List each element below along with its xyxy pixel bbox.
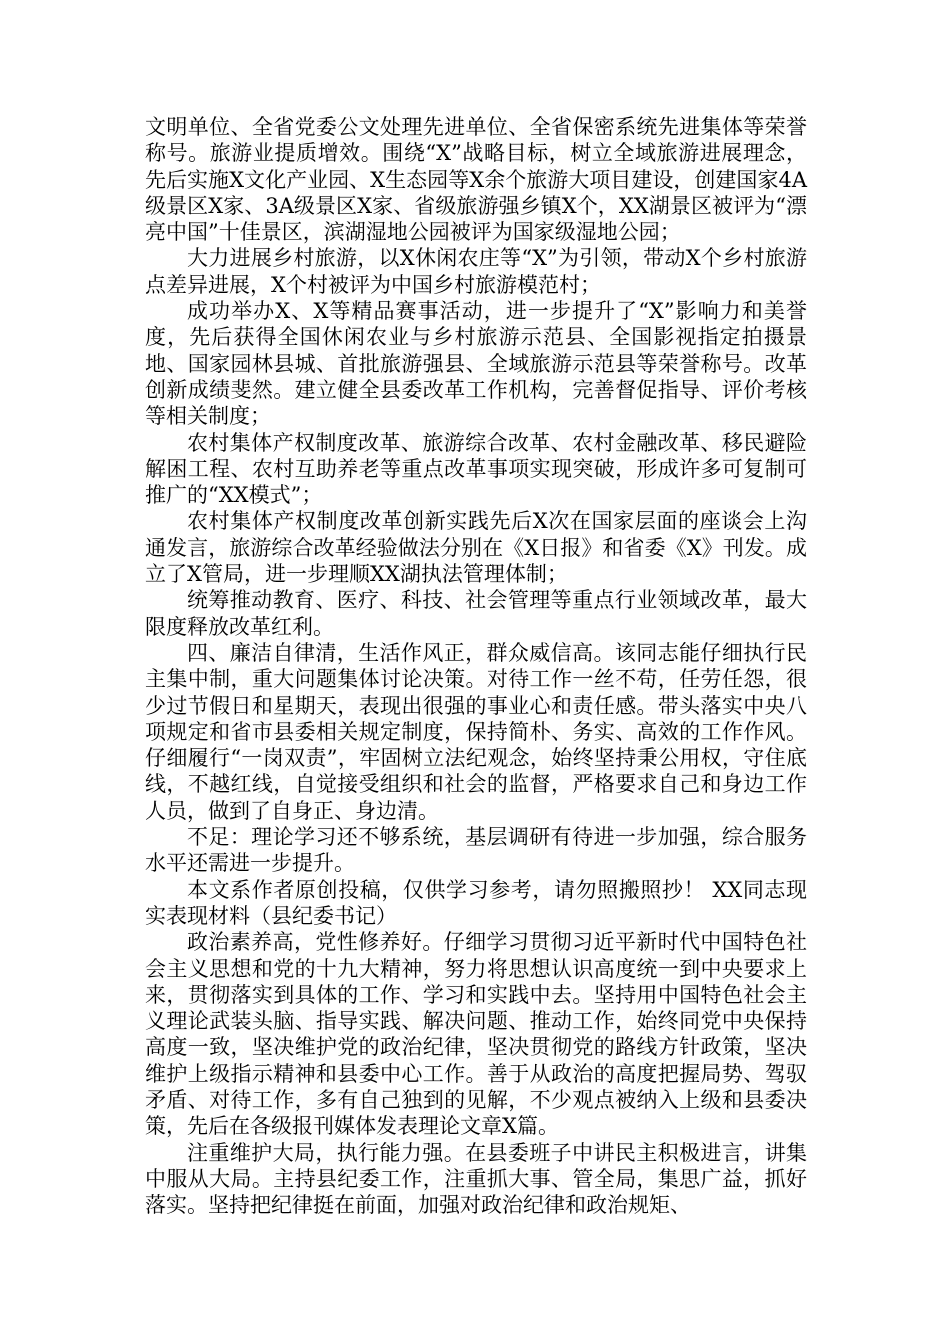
paragraph-11: 注重维护大局，执行能力强。在县委班子中讲民主积极进言，讲集中服从大局。主持县纪委工作，注重抓大事、管全局，集思广益，抓好落实。坚持把纪律挺在前面，加强对政治纪律和政治规矩、 <box>145 1140 807 1218</box>
paragraph-9: 本文系作者原创投稿，仅供学习参考，请勿照搬照抄！ XX同志现实表现材料（县纪委书记） <box>145 877 807 928</box>
paragraph-5: 农村集体产权制度改革创新实践先后X次在国家层面的座谈会上沟通发言，旅游综合改革经验做法分别在《X日报》和省委《X》刊发。成立了X管局，进一步理顺XX湖执法管理体制； <box>145 509 807 587</box>
paragraph-8: 不足：理论学习还不够系统，基层调研有待进一步加强，综合服务水平还需进一步提升。 <box>145 825 807 876</box>
paragraph-4: 农村集体产权制度改革、旅游综合改革、农村金融改革、移民避险解困工程、农村互助养老等重点改革事项实现突破，形成许多可复制可推广的“XX模式”； <box>145 430 807 508</box>
paragraph-1: 文明单位、全省党委公文处理先进单位、全省保密系统先进集体等荣誉称号。旅游业提质增效。围绕“X”战略目标，树立全域旅游进展理念，先后实施X文化产业园、X生态园等X余个旅游大项目建设，创建国家4A级景区X家、3A级景区X家、省级旅游强乡镇X个，XX湖景区被评为“漂亮中国”十佳景区，滨湖湿地公园被评为国家级湿地公园； <box>145 115 807 245</box>
paragraph-6: 统筹推动教育、医疗、科技、社会管理等重点行业领域改革，最大限度释放改革红利。 <box>145 588 807 639</box>
paragraph-10: 政治素养高，党性修养好。仔细学习贯彻习近平新时代中国特色社会主义思想和党的十九大精神，努力将思想认识高度统一到中央要求上来，贯彻落实到具体的工作、学习和实践中去。坚持用中国特色社会主义理论武装头脑、指导实践、解决问题、推动工作，始终同党中央保持高度一致，坚决维护党的政治纪律，坚决贯彻党的路线方针政策，坚决维护上级指示精神和县委中心工作。善于从政治的高度把握局势、驾驭矛盾、对待工作，多有自己独到的见解，不少观点被纳入上级和县委决策，先后在各级报刊媒体发表理论文章X篇。 <box>145 930 807 1139</box>
paragraph-3: 成功举办X、X等精品赛事活动，进一步提升了“X”影响力和美誉度，先后获得全国休闲农业与乡村旅游示范县、全国影视指定拍摄景地、国家园林县城、首批旅游强县、全域旅游示范县等荣誉称号。改革创新成绩斐然。建立健全县委改革工作机构，完善督促指导、评价考核等相关制度； <box>145 299 807 429</box>
paragraph-7: 四、廉洁自律清，生活作风正，群众威信高。该同志能仔细执行民主集中制，重大问题集体讨论决策。对待工作一丝不苟，任劳任怨，很少过节假日和星期天，表现出很强的事业心和责任感。带头落实中央八项规定和省市县委相关规定制度，保持简朴、务实、高效的工作作风。仔细履行“一岗双责”，牢固树立法纪观念，始终坚持秉公用权，守住底线，不越红线，自觉接受组织和社会的监督，严格要求自己和身边工作人员，做到了自身正、身边清。 <box>145 640 807 823</box>
document-body <box>145 114 807 1218</box>
paragraph-2: 大力进展乡村旅游，以X休闲农庄等“X”为引领，带动X个乡村旅游点差异进展，X个村被评为中国乡村旅游模范村； <box>145 246 807 297</box>
